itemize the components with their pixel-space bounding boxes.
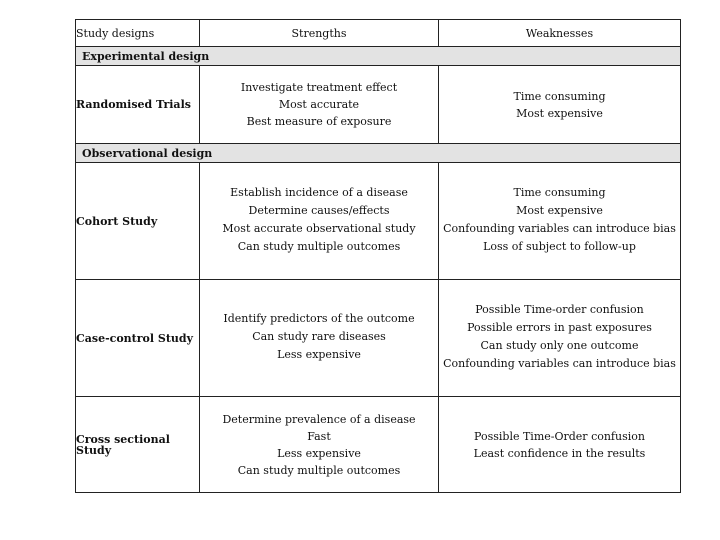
weakness-item: Least confidence in the results [473,446,646,460]
design-name: Cross sectional Study [76,397,200,493]
header-row [76,20,681,47]
weakness-item: Possible Time-order confusion [475,302,644,316]
table-row [76,66,681,144]
strength-item: Can study rare diseases [252,329,386,343]
strength-item: Determine prevalence of a disease [222,412,416,426]
header-strengths: Strengths [200,20,439,47]
section-title: Observational design [76,144,681,163]
header-weaknesses: Weaknesses [439,20,681,47]
strength-item: Most accurate [278,98,360,111]
weaknesses-cell [439,163,681,280]
weakness-item: Possible Time-Order confusion [474,429,645,443]
weakness-item: Time consuming [513,89,606,103]
weaknesses-cell [439,280,681,397]
weaknesses-cell [439,66,681,144]
weakness-item: Possible errors in past exposures [467,320,652,334]
strength-item: Can study multiple outcomes [237,463,401,477]
strength-item: Best measure of exposure [246,115,392,128]
study-designs-table [75,19,681,493]
header-study-designs: Study designs [76,20,200,47]
strength-item: Determine causes/effects [248,203,390,217]
strength-item: Less expensive [277,446,361,460]
strength-item: Can study multiple outcomes [237,239,401,253]
section-row-experimental [76,47,681,66]
design-name: Cohort Study [76,163,200,280]
design-name: Case-control Study [76,280,200,397]
weakness-item: Confounding variables can introduce bias [443,356,676,370]
strengths-cell [200,280,439,397]
weaknesses-cell [439,397,681,493]
weakness-item: Confounding variables can introduce bias [443,221,676,235]
table-row [76,163,681,280]
strength-item: Establish incidence of a disease [230,185,408,199]
strengths-cell [200,397,439,493]
weakness-item: Loss of subject to follow-up [483,239,636,253]
weakness-item: Time consuming [513,185,606,199]
section-title: Experimental design [76,47,681,66]
weakness-item: Most expensive [516,203,603,217]
strength-item: Fast [307,429,331,443]
design-name: Randomised Trials [76,66,200,144]
strengths-cell [200,66,439,144]
strengths-cell [200,163,439,280]
section-row-observational [76,144,681,163]
strength-item: Less expensive [277,347,361,361]
strength-item: Most accurate observational study [222,221,416,235]
strength-item: Investigate treatment effect [240,81,398,94]
table-row [76,397,681,493]
weakness-item: Can study only one outcome [480,338,639,352]
table-row [76,280,681,397]
weakness-item: Most expensive [516,106,603,120]
strength-item: Identify predictors of the outcome [223,311,415,325]
